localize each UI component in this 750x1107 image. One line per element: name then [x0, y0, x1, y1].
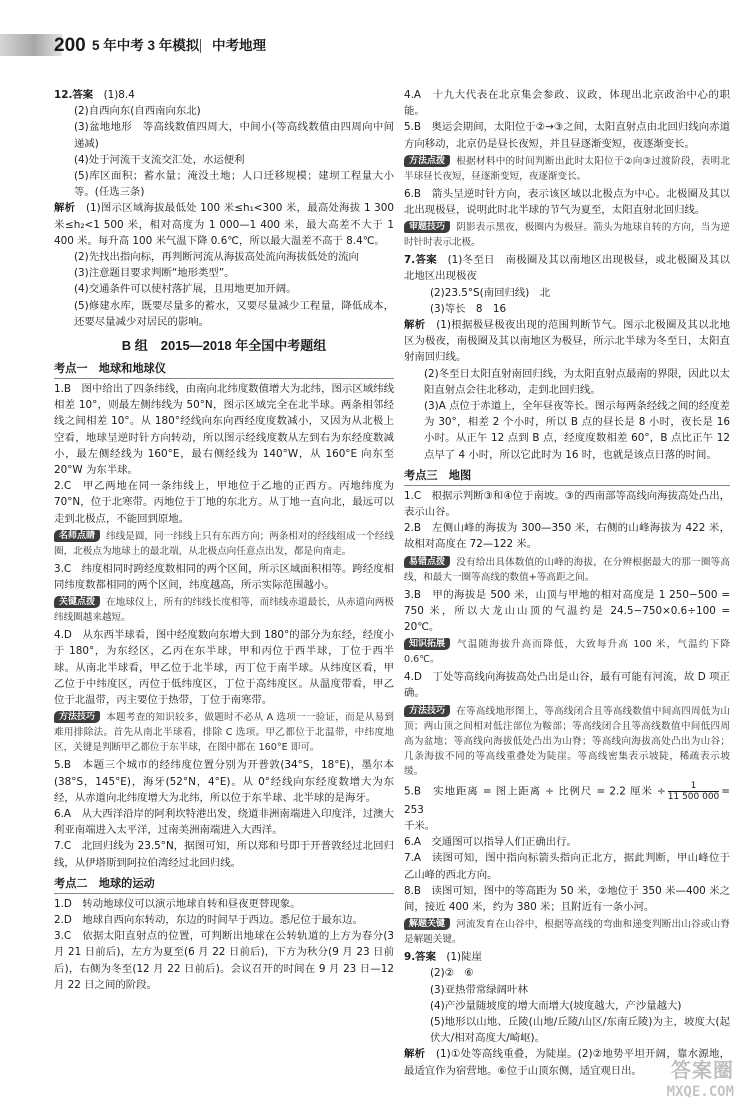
page-number: 200: [54, 35, 86, 56]
answer-item: 6.A 交通图可以指导人们正确出行。: [404, 836, 577, 849]
analysis-paragraph: (5)修建水库，既要尽量多的蓄水，又要尽量减少工程量，降低成本，还要尽量减少对居民的影响。: [74, 299, 394, 328]
answer-part: (5)库区面积；蓄水量；淹没土地；人口迁移规模；建坝工程量大小等。(任选三条): [74, 170, 394, 199]
analysis-text: (1)根据极昼极夜出现的范围判断节气。图示北极圈及其以北地区为极夜，南极圈及其以南地区为极昼，所示北半球为冬至日，太阳直射南回归线。: [404, 319, 730, 364]
tip-text: 纬线是圆，同一纬线上只有东西方向；两条相对的经线组成一个经线圈，北极点为地球上的最北端，从北极点向任意点出发，都是向南走。: [54, 530, 394, 557]
tip-text: 在等高线地形图上，等高线闭合且等高线数值中间高四周低为山顶；两山顶之间相对低注部位为鞍部；等高线闭合且等高线数值中间低四周高为盆地；等高线向海拔低处凸出为山脊；等高线向海拔高处凸出为山谷；几条海拔不同的等高线重叠处为陡崖。等高线密集表示坡陡，稀疏表示坡缓。: [404, 705, 730, 777]
answer-part: (1)陡崖: [446, 951, 482, 964]
section-heading: 考点一 地球和地球仪: [54, 360, 394, 379]
answer-item: 3.C 纬度相同时跨经度数相同的两个区间，所示区域面积相等。跨经度相同纬度数都相同的两个区间，纬度越高，所示实际范围越小。: [54, 562, 394, 592]
answer-part: (2)自西向东(自西南向东北): [74, 105, 201, 118]
answer-item: 5.B 本题三个城市的经纬度位置分别为开普敦(34°S，18°E)，墨尔本(38°S，145°E)，海牙(52°N，4°E)。从 0°经线向东经度数增大为东经，从赤道向北纬度增大为北纬，所以位于东半球、北半球的是海牙。: [54, 759, 394, 804]
tip-text: 气温随海拔升高而降低，大致每升高 100 米，气温约下降 0.6℃。: [404, 639, 730, 666]
analysis-label: 解析: [404, 1048, 426, 1061]
answer-item: 千米。: [404, 819, 436, 832]
tip-text: 在地球仪上，所有的纬线长度相等，而纬线赤道最长，从赤道向两极纬线圈越来越短。: [54, 597, 394, 624]
fraction-denominator: 11 500 000: [667, 791, 720, 802]
tip-badge: 易错点拨: [404, 556, 450, 568]
answer-label: 9.答案: [404, 951, 436, 964]
answer-item: 1.D 转动地球仪可以演示地球自转和昼夜更替现象。: [54, 897, 301, 910]
tip-badge: 名师点睛: [54, 530, 100, 542]
tip-badge: 关键点拨: [54, 596, 100, 608]
fraction-numerator: 1: [668, 781, 720, 792]
analysis-paragraph: (3)注意题目要求判断“地形类型”。: [74, 267, 235, 280]
answer-item: 1.B 图中给出了四条纬线，由南向北纬度数值增大为北纬，图示区域纬线相差 10°，则最左侧纬线为 50°N，图示区域完全在北半球。两条相邻经线之间相差 10°。从 180°经线向东向西经度度数减小，又因为从北极上空看，地球呈逆时针方向转动，所以图示经线度数从左到右为东经度数减小，最左侧经线为 160°E，最右侧经线为 140°W，从 160°E 向东至 20°W 为东半球。: [54, 383, 394, 477]
watermark-url: MXQE.COM: [666, 1084, 734, 1100]
scale-fraction: [668, 781, 720, 802]
tip-text: 河流发育在山谷中，根据等高线的弯曲和递变判断出山谷或山脊是解题关键。: [404, 919, 730, 946]
tip-badge: 知识拓展: [404, 638, 450, 650]
analysis-label: 解析: [54, 202, 76, 215]
tip-box: [404, 220, 730, 250]
analysis-paragraph: (2)冬至日太阳直射南回归线，为太阳直射点最南的界限，因此以太阳直射点会往北移动，走到北回归线。: [424, 367, 730, 396]
answer-item: 6.A 从大西洋沿岸的阿利坎特港出发，绕道非洲南端进入印度洋，过澳大利亚南端进入太平洋，过南美洲南端进入大西洋。: [54, 807, 394, 837]
tip-box: [54, 529, 394, 559]
answer-part: (2)23.5°S(南回归线) 北: [430, 286, 551, 299]
page-header: [0, 0, 750, 66]
tip-box: [404, 555, 730, 585]
tip-box: [404, 917, 730, 947]
answer-item: 6.B 箭头呈逆时针方向，表示该区域以北极点为中心。北极圈及其以北出现极昼，说明此时北半球的节气为夏至，太阳直射北回归线。: [404, 187, 730, 217]
group-b-title: B 组 2015—2018 年全国中考题组: [121, 338, 327, 354]
header-divider: [200, 39, 201, 53]
answer-part: (3)盆地地形 等高线数值四周大，中间小(等高线数值由四周向中间递减): [74, 121, 394, 150]
q9-answer: [404, 949, 730, 965]
answer-item: 4.D 从东西半球看，图中经度数向东增大到 180°的部分为东经，经度小于 180°，为东经区，乙丙在东半球，甲和丙位于西半球，丁位于西半球。从南北半球看，甲乙位于北半球，丙丁位于南半球。从纬度区看，甲乙位于中纬度区，丙位于低纬度区，丁位于高纬度区。从温度带看，甲乙位于北温带，丙主要位于热带，丁位于南寒带。: [54, 629, 394, 707]
tip-box: [54, 595, 394, 625]
analysis-label: 解析: [404, 319, 426, 332]
q7-answer: [404, 252, 730, 284]
left-column: [54, 87, 394, 993]
answer-item: 2.C 甲乙两地在同一条纬线上，甲地位于乙地的正西方。丙地纬度为 70°N，位于北寒带。丙地位于丁地的东北方。从丁地一直向北，最远可以走到北极点，不能回到原地。: [54, 480, 394, 525]
tip-badge: 审题技巧: [404, 221, 450, 233]
tip-box: [404, 637, 730, 667]
watermark-logo-text: 答案圈: [671, 1058, 734, 1082]
answer-item: 4.A 十九大代表在北京集会参政、议政，体现出北京政治中心的职能。: [404, 89, 730, 118]
answer-item: 3.C 依据太阳直射点的位置，可判断出地球在公转轨道的上方为春分(3 月 21 日前后)，左方为夏至(6 月 22 日前后)，下方为秋分(9 月 23 日前后)，右侧为冬至(12 月 22 日前后)。会议召开的时间在 9 月 23 日—12 月 22 日之间的阶段。: [54, 930, 394, 991]
answer-item: 1.C 根据示判断③和④位于南坡。③的西南部等高线向海拔高处凸出，表示山谷。: [404, 489, 730, 519]
answer-part: (5)地形以山地、丘陵(山地/丘陵/山区/东南丘陵)为主，坡度大(起伏大/相对高度大/崎岖)。: [430, 1015, 730, 1045]
tip-box: [404, 704, 730, 779]
tip-text: 本题考查的知识较多，做题时不必从 A 选项一一验证，而是从易到难用排除法。首先从南北半球看，排除 C 选项。甲乙都位于北温带，中纬度地区，关键是判断甲乙都位于东半球，在图中都在 160°E 即可。: [54, 712, 394, 754]
answer-item: [404, 781, 730, 818]
analysis-text: (1)图示区域海拔最低处 100 米≤h₁<300 米，最高处海拔 1 300 米≤h₂<1 500 米，相对高度为 1 000—1 400 米，最大高差不大于 1 400 米。每升高 100 米气温下降 0.6℃，所以最大温差不高于 8.4℃。: [54, 202, 394, 247]
formula-result: = 253: [404, 785, 730, 816]
analysis-paragraph: (4)交通条件可以使村落扩展，且用地更加开阔。: [74, 283, 297, 296]
tip-badge: 解题关键: [404, 918, 450, 930]
section-heading: 考点三 地图: [404, 467, 730, 486]
answer-label: 7.答案: [404, 254, 437, 267]
answer-part: (1)冬至日 南极圈及其以南地区出现极昼，或北极圈及其以北地区出现极夜: [404, 254, 730, 283]
answer-item: 8.B 读图可知，图中的等高距为 50 米，②地位于 350 米—400 米之间，接近 400 米，约为 380 米；且附近有一条小河。: [404, 884, 730, 913]
analysis-paragraph: (2)先找出指向标，再判断河流从海拔高处流向海拔低处的流向: [74, 251, 359, 264]
answer-item: 2.D 地球自西向东转动，东边的时间早于西边。悉尼位于最东边。: [54, 913, 363, 926]
answer-item: 2.B 左侧山峰的海拔为 300—350 米，右侧的山峰海拔为 422 米，故相对高度在 72—122 米。: [404, 522, 730, 551]
answer-part: (2)② ⑥: [430, 967, 474, 980]
answer-part: (3)亚热带常绿阔叶林: [430, 983, 528, 996]
answer-part: (4)处于河流干支流交汇处，水运便利: [74, 153, 245, 166]
analysis-paragraph: [54, 200, 394, 249]
analysis-text: (1)①处等高线重叠，为陡崖。(2)②地势平坦开阔，靠水源地，最适宜作为宿营地。⑥位于山顶东侧，适宜观日出。: [404, 1048, 731, 1077]
site-watermark: [600, 1058, 738, 1100]
right-column: [404, 87, 730, 1079]
tip-box: [404, 154, 730, 184]
answer-label: 12.答案: [54, 89, 94, 101]
tip-box: [54, 710, 394, 755]
analysis-paragraph: (3)A 点位于赤道上，全年昼夜等长。图示每两条经线之间的经度差为 30°，相差 2 个小时，所以 B 点的昼长是 8 小时，夜长是 16 小时。从正午 12 点到 B 点，经度度数相差 60°，B 点比正午 12 点早了 4 小时，所以它此时为 16 时，也就是该点日落的时间。: [424, 400, 730, 461]
answer-item: 7.A 读图可知，图中指向标箭头指向正北方，据此判断，甲山峰位于乙山峰的西北方向。: [404, 852, 730, 881]
header-decoration: [0, 34, 62, 56]
tip-badge: 方法点拨: [404, 155, 450, 167]
tip-text: 没有给出具体数值的山峰的海拔，在分辨根据最大的那一圈等高线，和最大一圈等高线的数值+等高距之间。: [404, 556, 730, 583]
answer-item: 3.B 甲的海拔是 500 米，山顶与甲地的相对高度是 1 250−500 = 750 米，所以大龙山山顶的气温约是 24.5−750×0.6÷100 = 20℃。: [404, 588, 730, 634]
book-brand: 5 年中考 3 年模拟: [92, 38, 200, 53]
answer-item: 5.B 奥运会期间，太阳位于②→③之间，太阳直射点由北回归线向赤道方向移动，北京仍是昼长夜短，并且昼逐渐变短，夜逐渐变长。: [404, 121, 730, 150]
section-heading: 考点二 地球的运动: [54, 875, 394, 894]
answer-part: (1)8.4: [103, 89, 135, 101]
formula-text: 5.B 实地距离 = 图上距离 ÷ 比例尺 = 2.2 厘米 ÷: [404, 785, 666, 798]
answer-item: 7.C 北回归线为 23.5°N，据图可知，所以郑和号即于开普敦经过北回归线，从伊塔斯到阿拉伯湾经过北回归线。: [54, 840, 394, 869]
q12-answer: [54, 87, 394, 103]
tip-text: 根据材料中的时间判断出此时太阳位于②向③过渡阶段，表明北半球昼长夜短，昼逐渐变短，夜逐渐变长。: [404, 155, 730, 182]
tip-badge: 方法技巧: [54, 711, 100, 723]
answer-part: (3)等长 8 16: [430, 302, 507, 315]
subject-label: 中考地理: [212, 38, 266, 53]
answer-part: (4)产沙量随坡度的增大而增大(坡度越大，产沙量越大): [430, 999, 682, 1012]
answer-item: 4.D 丁处等高线向海拔高处凸出是山谷，最有可能有河流，故 D 项正确。: [404, 671, 730, 700]
tip-badge: 方法技巧: [404, 705, 450, 717]
tip-text: 阴影表示黑夜，极圈内为极昼。箭头为地球自转的方向，当为逆时针时表示北极。: [404, 222, 730, 249]
analysis-paragraph: [404, 317, 730, 366]
